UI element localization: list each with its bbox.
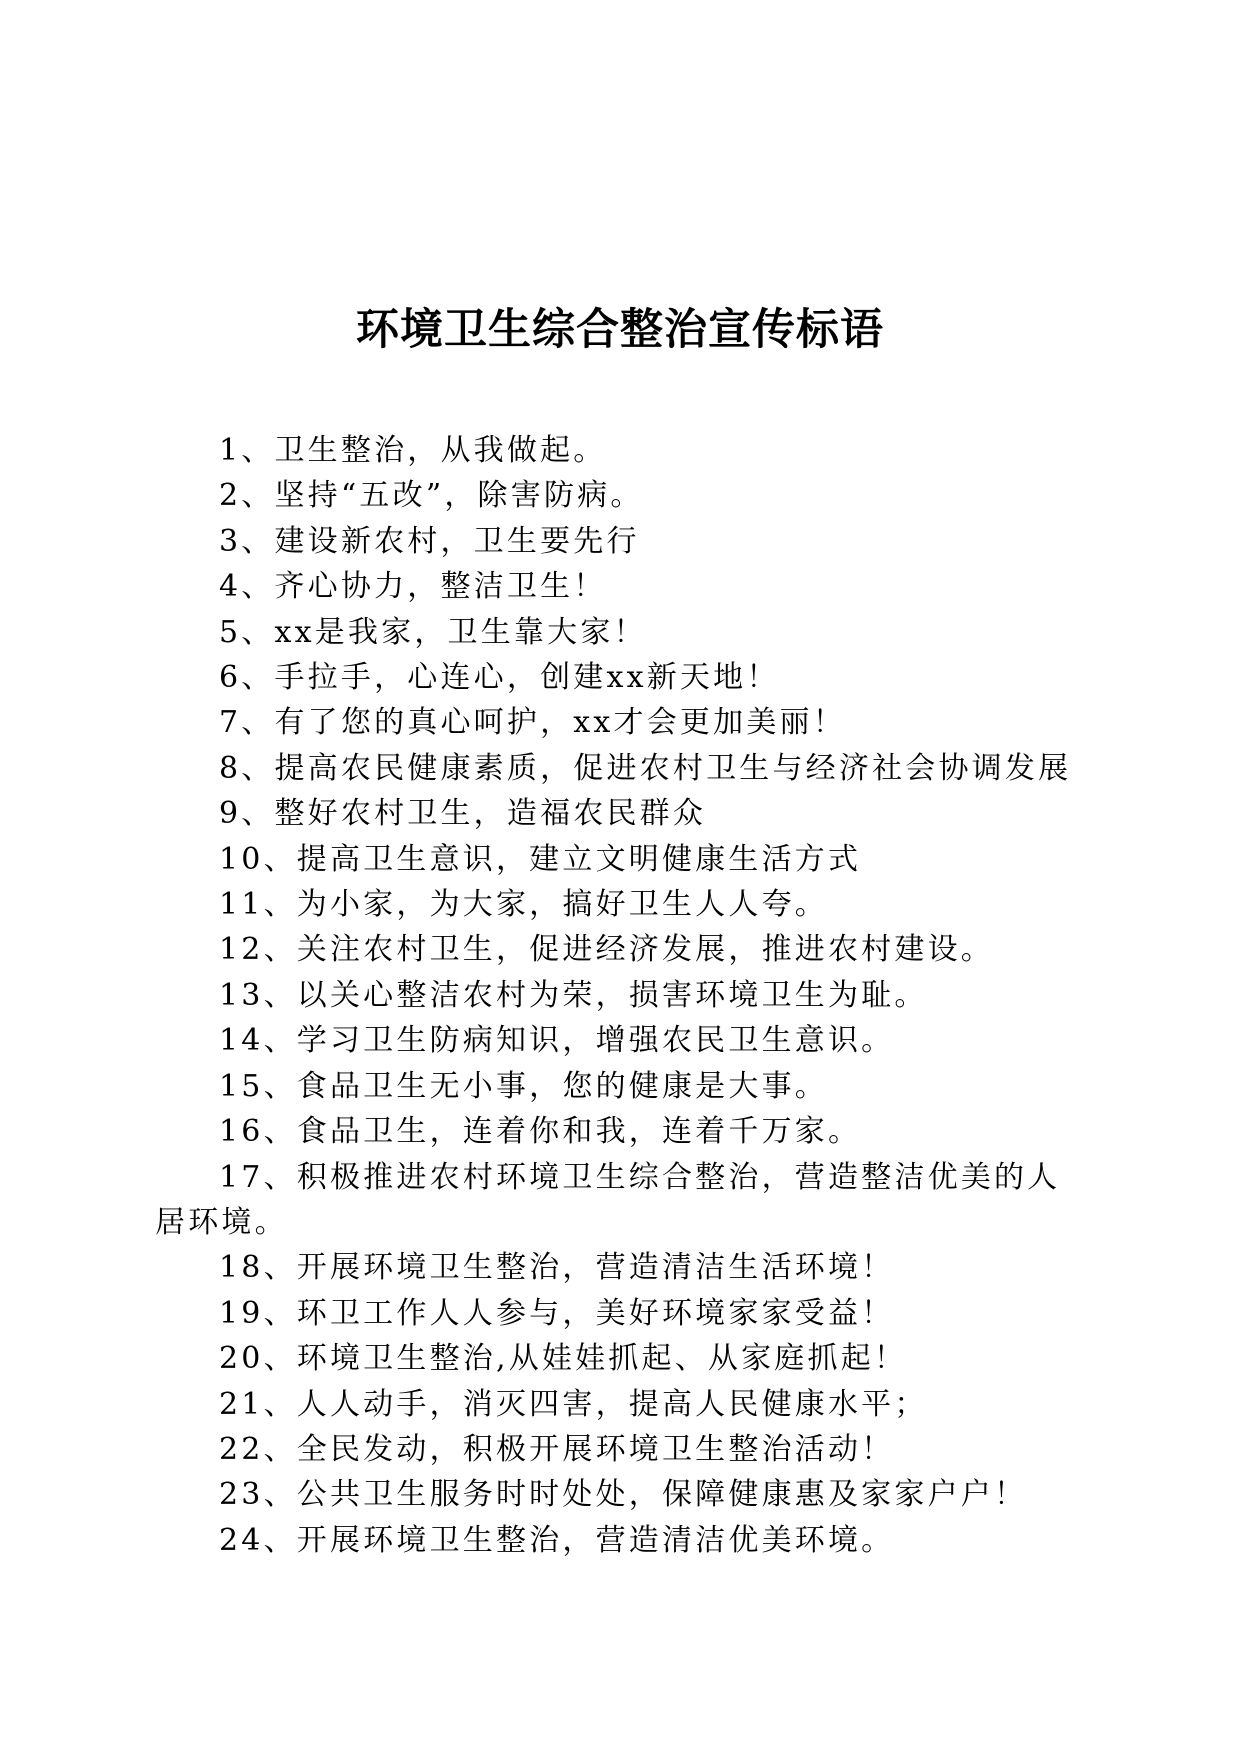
slogan-item-4: 4、齐心协力，整洁卫生！ — [219, 569, 607, 605]
slogan-item-10: 10、提高卫生意识，建立文明健康生活方式 — [219, 841, 862, 877]
slogan-list — [155, 428, 1085, 1563]
slogan-item-22: 22、全民发动，积极开展环境卫生整治活动！ — [219, 1431, 895, 1467]
slogan-item-8: 8、提高农民健康素质，促进农村卫生与经济社会协调发展 — [219, 750, 1072, 786]
slogan-item-2: 2、坚持“五改”，除害防病。 — [219, 478, 644, 514]
slogan-item-15: 15、食品卫生无小事，您的健康是大事。 — [219, 1068, 828, 1104]
document-title: 环境卫生综合整治宣传标语 — [356, 305, 884, 355]
slogan-item-11: 11、为小家，为大家，搞好卫生人人夸。 — [219, 887, 828, 923]
slogan-item-3: 3、建设新农村，卫生要先行 — [219, 523, 640, 559]
slogan-item-23: 23、公共卫生服务时时处处，保障健康惠及家家户户！ — [219, 1477, 1028, 1513]
slogan-item-17: 17、积极推进农村环境卫生综合整治，营造整洁优美的人居环境。 — [155, 1159, 1061, 1240]
slogan-item-9: 9、整好农村卫生，造福农民群众 — [219, 796, 707, 832]
slogan-item-1: 1、卫生整治，从我做起。 — [219, 433, 607, 468]
slogan-item-12: 12、关注农村卫生，促进经济发展，推进农村建设。 — [219, 932, 994, 968]
slogan-item-7: 7、有了您的真心呵护，xx才会更加美丽！ — [219, 705, 846, 741]
slogan-item-5: 5、xx是我家，卫生靠大家！ — [219, 614, 647, 650]
slogan-item-13: 13、以关心整洁农村为荣，损害环境卫生为耻。 — [219, 977, 928, 1013]
slogan-item-24: 24、开展环境卫生整治，营造清洁优美环境。 — [219, 1522, 895, 1558]
slogan-item-14: 14、学习卫生防病知识，增强农民卫生意识。 — [219, 1023, 895, 1059]
slogan-item-16: 16、食品卫生，连着你和我，连着千万家。 — [219, 1114, 862, 1150]
slogan-item-6: 6、手拉手，心连心，创建xx新天地！ — [219, 660, 780, 696]
slogan-item-18: 18、开展环境卫生整治，营造清洁生活环境！ — [219, 1250, 895, 1286]
slogan-item-20: 20、环境卫生整治,从娃娃抓起、从家庭抓起！ — [219, 1341, 908, 1377]
slogan-item-21: 21、人人动手，消灭四害，提高人民健康水平； — [219, 1386, 928, 1422]
slogan-item-19: 19、环卫工作人人参与，美好环境家家受益！ — [219, 1295, 895, 1331]
